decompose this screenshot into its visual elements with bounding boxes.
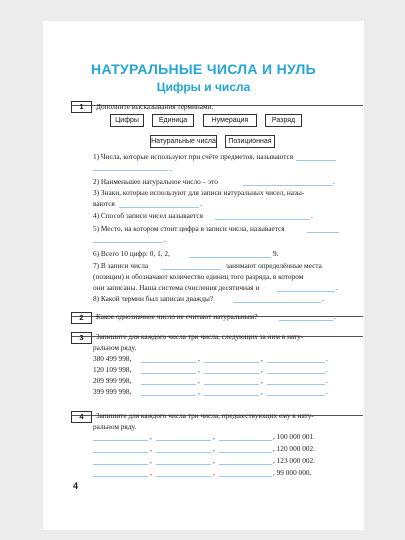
answer-blank[interactable] bbox=[189, 257, 271, 258]
task-3-number-3: 209 999 998, bbox=[93, 376, 132, 385]
answer-blank[interactable] bbox=[267, 373, 325, 374]
answer-blank[interactable] bbox=[156, 464, 211, 465]
task-4-number-4: , 99 000 000. bbox=[273, 468, 312, 477]
answer-blank[interactable] bbox=[277, 291, 335, 292]
answer-blank[interactable] bbox=[267, 384, 325, 385]
task-3-number: 3 bbox=[71, 332, 92, 344]
comma: , bbox=[198, 365, 200, 374]
answer-blank[interactable] bbox=[156, 440, 211, 441]
period: . bbox=[200, 199, 202, 208]
term-positional: Позиционная bbox=[225, 135, 275, 148]
statement-3: 3) Знаки, которые используют для записи натуральных чисел, назы- bbox=[93, 188, 305, 197]
comma: , bbox=[198, 387, 200, 396]
comma: , bbox=[261, 387, 263, 396]
period: . bbox=[322, 294, 324, 303]
answer-blank[interactable] bbox=[119, 207, 199, 208]
period: . bbox=[311, 211, 313, 220]
answer-blank[interactable] bbox=[215, 219, 310, 220]
task-3-text-cont: ральном ряду. bbox=[93, 343, 137, 352]
task-3-number-2: 120 109 998, bbox=[93, 365, 132, 374]
answer-blank[interactable] bbox=[204, 384, 259, 385]
answer-blank[interactable] bbox=[141, 395, 196, 396]
statement-7-b: занимают определённые места bbox=[226, 261, 322, 270]
answer-blank[interactable] bbox=[267, 395, 325, 396]
task-3-number-4: 399 999 998, bbox=[93, 387, 132, 396]
term-numeration: Нумерация bbox=[203, 114, 257, 127]
period: . bbox=[326, 387, 328, 396]
statement-7-c: (позиции) и обозначают количество единиц того разряда, в котором bbox=[93, 272, 304, 281]
task-4-text: Запишите для каждого числа три числа, предшествующих ему в нату- bbox=[96, 411, 314, 420]
period: . bbox=[326, 354, 328, 363]
answer-blank[interactable] bbox=[219, 440, 272, 441]
comma: , bbox=[198, 354, 200, 363]
answer-blank[interactable] bbox=[219, 452, 272, 453]
answer-blank[interactable] bbox=[296, 160, 336, 161]
comma: , bbox=[213, 456, 215, 465]
answer-blank[interactable] bbox=[307, 232, 339, 233]
comma: , bbox=[261, 365, 263, 374]
answer-blank[interactable] bbox=[93, 170, 168, 171]
answer-blank[interactable] bbox=[161, 269, 221, 270]
term-natural-numbers: Натуральные числа bbox=[150, 135, 217, 148]
answer-blank[interactable] bbox=[204, 395, 259, 396]
task-2-text: Какое однозначное число не считают натуральным? bbox=[96, 312, 258, 321]
period: . bbox=[164, 235, 166, 244]
comma: , bbox=[213, 468, 215, 477]
task-4-number-1: , 100 000 001. bbox=[273, 432, 315, 441]
comma: , bbox=[198, 376, 200, 385]
task-2-number: 2 bbox=[71, 312, 92, 324]
task-1-instruction: Дополните высказывания терминами. bbox=[96, 102, 214, 111]
answer-blank[interactable] bbox=[156, 476, 211, 477]
task-3-text: Запишите для каждого числа три числа, следующих за ним в нату- bbox=[96, 332, 304, 341]
answer-blank[interactable] bbox=[141, 362, 196, 363]
page-subtitle: Цифры и числа bbox=[156, 80, 251, 94]
comma: , bbox=[150, 468, 152, 477]
answer-blank[interactable] bbox=[93, 440, 148, 441]
page-title: НАТУРАЛЬНЫЕ ЧИСЛА И НУЛЬ bbox=[91, 61, 316, 77]
page-number: 4 bbox=[73, 481, 79, 491]
answer-blank[interactable] bbox=[219, 476, 272, 477]
statement-6-end: 9. bbox=[273, 249, 279, 258]
comma: , bbox=[213, 432, 215, 441]
term-one: Единица bbox=[152, 114, 194, 127]
period: . bbox=[326, 376, 328, 385]
statement-2: 2) Наименьшее натуральное число – это bbox=[93, 177, 218, 186]
task-4-number: 4 bbox=[71, 411, 92, 423]
comma: , bbox=[150, 432, 152, 441]
task-4-number-2: , 120 000 002. bbox=[273, 444, 315, 453]
comma: , bbox=[261, 354, 263, 363]
answer-blank[interactable] bbox=[93, 452, 148, 453]
term-digits: Цифры bbox=[110, 114, 144, 127]
comma: , bbox=[150, 456, 152, 465]
statement-5: 5) Место, на котором стоит цифра в записи числа, называется bbox=[93, 224, 285, 233]
statement-7: 7) В записи числа bbox=[93, 261, 149, 270]
task-3-number-1: 380 499 998, bbox=[93, 354, 132, 363]
answer-blank[interactable] bbox=[141, 373, 196, 374]
answer-blank[interactable] bbox=[204, 362, 259, 363]
answer-blank[interactable] bbox=[204, 373, 259, 374]
statement-7-d: они записаны. Наша система счисления десятичная и bbox=[93, 283, 260, 292]
period: . bbox=[333, 177, 335, 186]
term-rank: Разряд bbox=[265, 114, 302, 127]
period: . bbox=[170, 164, 172, 173]
answer-blank[interactable] bbox=[93, 476, 148, 477]
answer-blank[interactable] bbox=[93, 464, 148, 465]
answer-blank[interactable] bbox=[141, 384, 196, 385]
answer-blank[interactable] bbox=[219, 464, 272, 465]
comma: , bbox=[261, 376, 263, 385]
statement-4: 4) Способ записи чисел называется bbox=[93, 211, 203, 220]
answer-blank[interactable] bbox=[279, 320, 333, 321]
answer-blank[interactable] bbox=[156, 452, 211, 453]
comma: , bbox=[213, 444, 215, 453]
comma: , bbox=[150, 444, 152, 453]
task-4-text-cont: ральном ряду. bbox=[93, 422, 137, 431]
workbook-page bbox=[43, 21, 364, 530]
statement-8: 8) Какой термин был записан дважды? bbox=[93, 294, 214, 303]
answer-blank[interactable] bbox=[93, 242, 163, 243]
statement-6: 6) Всего 10 цифр: 0, 1, 2, bbox=[93, 249, 170, 258]
answer-blank[interactable] bbox=[243, 185, 333, 186]
period: . bbox=[336, 283, 338, 292]
period: . bbox=[334, 312, 336, 321]
task-1-number: 1 bbox=[71, 101, 92, 113]
statement-3-cont: ваются bbox=[93, 199, 115, 208]
statement-1: 1) Числа, которые используют при счёте предметов, называются bbox=[93, 152, 294, 161]
answer-blank[interactable] bbox=[267, 362, 325, 363]
answer-blank[interactable] bbox=[233, 302, 321, 303]
task-4-number-3: , 123 000 002. bbox=[273, 456, 315, 465]
period: . bbox=[326, 365, 328, 374]
